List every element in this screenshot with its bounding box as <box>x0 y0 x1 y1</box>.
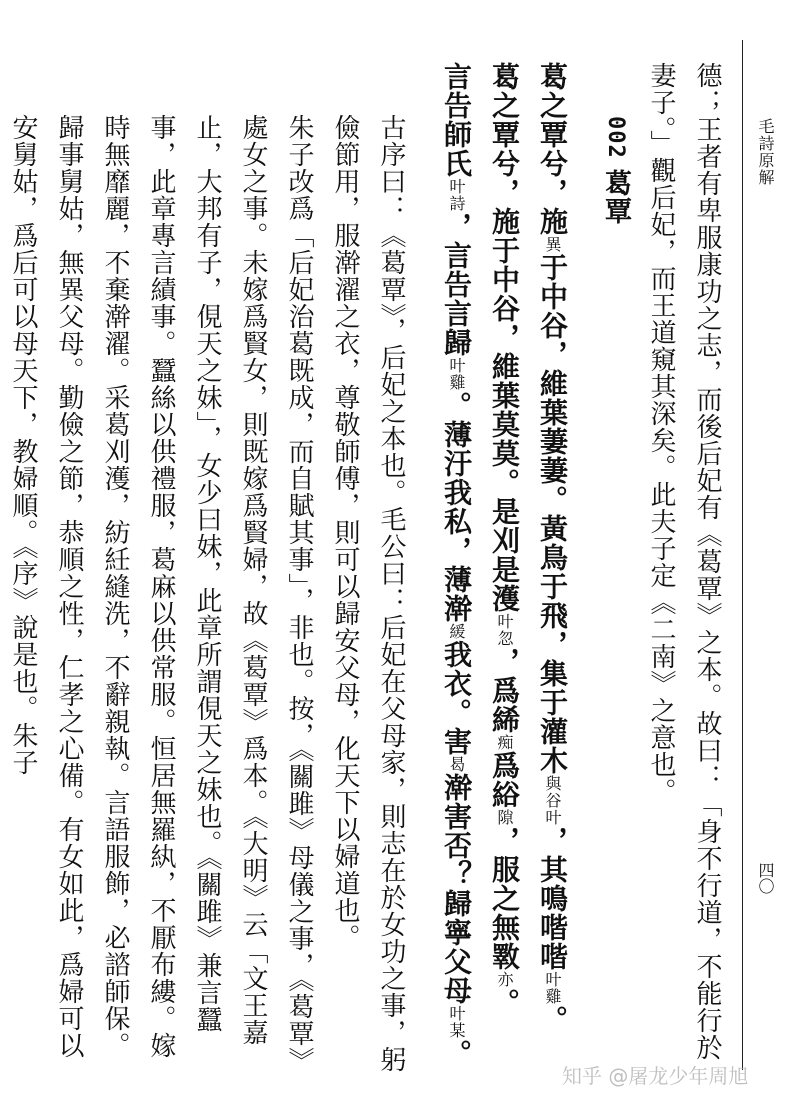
header-rule <box>742 40 743 1070</box>
pronunciation-note: 亦 <box>495 971 514 988</box>
pronunciation-note: 痴 <box>495 734 514 751</box>
poem-text: ，服之無斁 <box>488 826 521 971</box>
poem-text: 。 <box>488 988 521 1017</box>
poem-text: 澣害否？歸寧父母 <box>440 773 473 1005</box>
poem-text: ，其鳴喈喈 <box>536 826 569 971</box>
section-heading <box>592 62 638 1082</box>
pronunciation-note: 隙 <box>495 809 514 826</box>
section-number: 002 <box>603 116 628 159</box>
running-header-title: 毛詩原解 <box>756 118 775 186</box>
pronunciation-note: 叶雞 <box>447 357 466 391</box>
poem-stanza-1 <box>528 62 576 1082</box>
poem-text: 我衣。害 <box>440 640 473 756</box>
poem-text: 葛之覃兮，施于中谷，維葉莫莫。是刈是濩 <box>488 62 521 613</box>
poem-text: ，爲絺 <box>488 647 521 734</box>
section-title: 葛覃 <box>600 169 631 226</box>
poem-text: 。 <box>536 1005 569 1034</box>
commentary-paragraph-2: 朱子改爲「后妃治葛既成，而自賦其事」，非也。按，《關雎》母儀之事，《葛覃》處女之事。未嫁爲賢女，則既嫁爲賢婦，故《葛覃》爲本。《大明》云「文王嘉止，大邦有子，俔天之妹」，女少曰妹，此章所謂俔天之妹也。《關雎》兼言蠶事，此章專言績事。蠶絲以供禮服，葛麻以供常服。恒居無羅紈，不厭布縷。嫁時無靡麗，不棄澣濯。采葛刈濩，紡紝縫洗，不辭親執。言語服飾，必諮師保。歸事舅姑，無異父母。勤儉之節，恭順之性，仁孝之心備。有女如此，爲婦可以安舅姑，爲后可以母天下，教婦順。《序》說是也。朱子 <box>8 114 314 1074</box>
pronunciation-note: 叶某 <box>447 1005 466 1039</box>
poem-text: 。 <box>440 1039 473 1068</box>
vertical-text-body <box>8 62 730 1082</box>
previous-section-text: 德；王者有卑服康功之志，而後后妃有《葛覃》之本。故曰：「身不行道，不能行於妻子。」觀后妃，而王道窺其深矣。此夫子定《二南》之意也。 <box>646 62 722 1061</box>
poem-stanza-3 <box>432 62 480 1082</box>
watermark-text: 知乎 @屠龙少年周旭 <box>562 1064 749 1088</box>
poem-text: 言告師氏 <box>440 62 473 178</box>
poem-text: ，言告言歸 <box>440 212 473 357</box>
pronunciation-note: 叶雞 <box>543 971 562 1005</box>
pronunciation-note: 叶忽 <box>495 613 514 647</box>
poem-text: 葛之覃兮，施 <box>536 62 569 236</box>
page-number: 四〇 <box>756 862 775 894</box>
poem-text: 。薄汙我私，薄澣 <box>440 391 473 623</box>
commentary-paragraph-1: 古序曰：《葛覃》，后妃之本也。毛公曰：后妃在父母家，則志在於女功之事，躬儉節用，服澣濯之衣，尊敬師傅，則可以歸安父母，化天下以婦道也。 <box>330 114 406 1073</box>
pronunciation-note: 與谷叶 <box>543 775 562 826</box>
poem-stanza-2 <box>480 62 528 1082</box>
pronunciation-note: 異 <box>543 236 562 253</box>
pronunciation-note: 叶詩 <box>447 178 466 212</box>
poem-text: 爲綌 <box>488 751 521 809</box>
poem-text: 于中谷，維葉萋萋。黃鳥于飛，集于灌木 <box>536 253 569 775</box>
pronunciation-note: 曷 <box>447 756 466 773</box>
pronunciation-note: 緩 <box>447 623 466 640</box>
